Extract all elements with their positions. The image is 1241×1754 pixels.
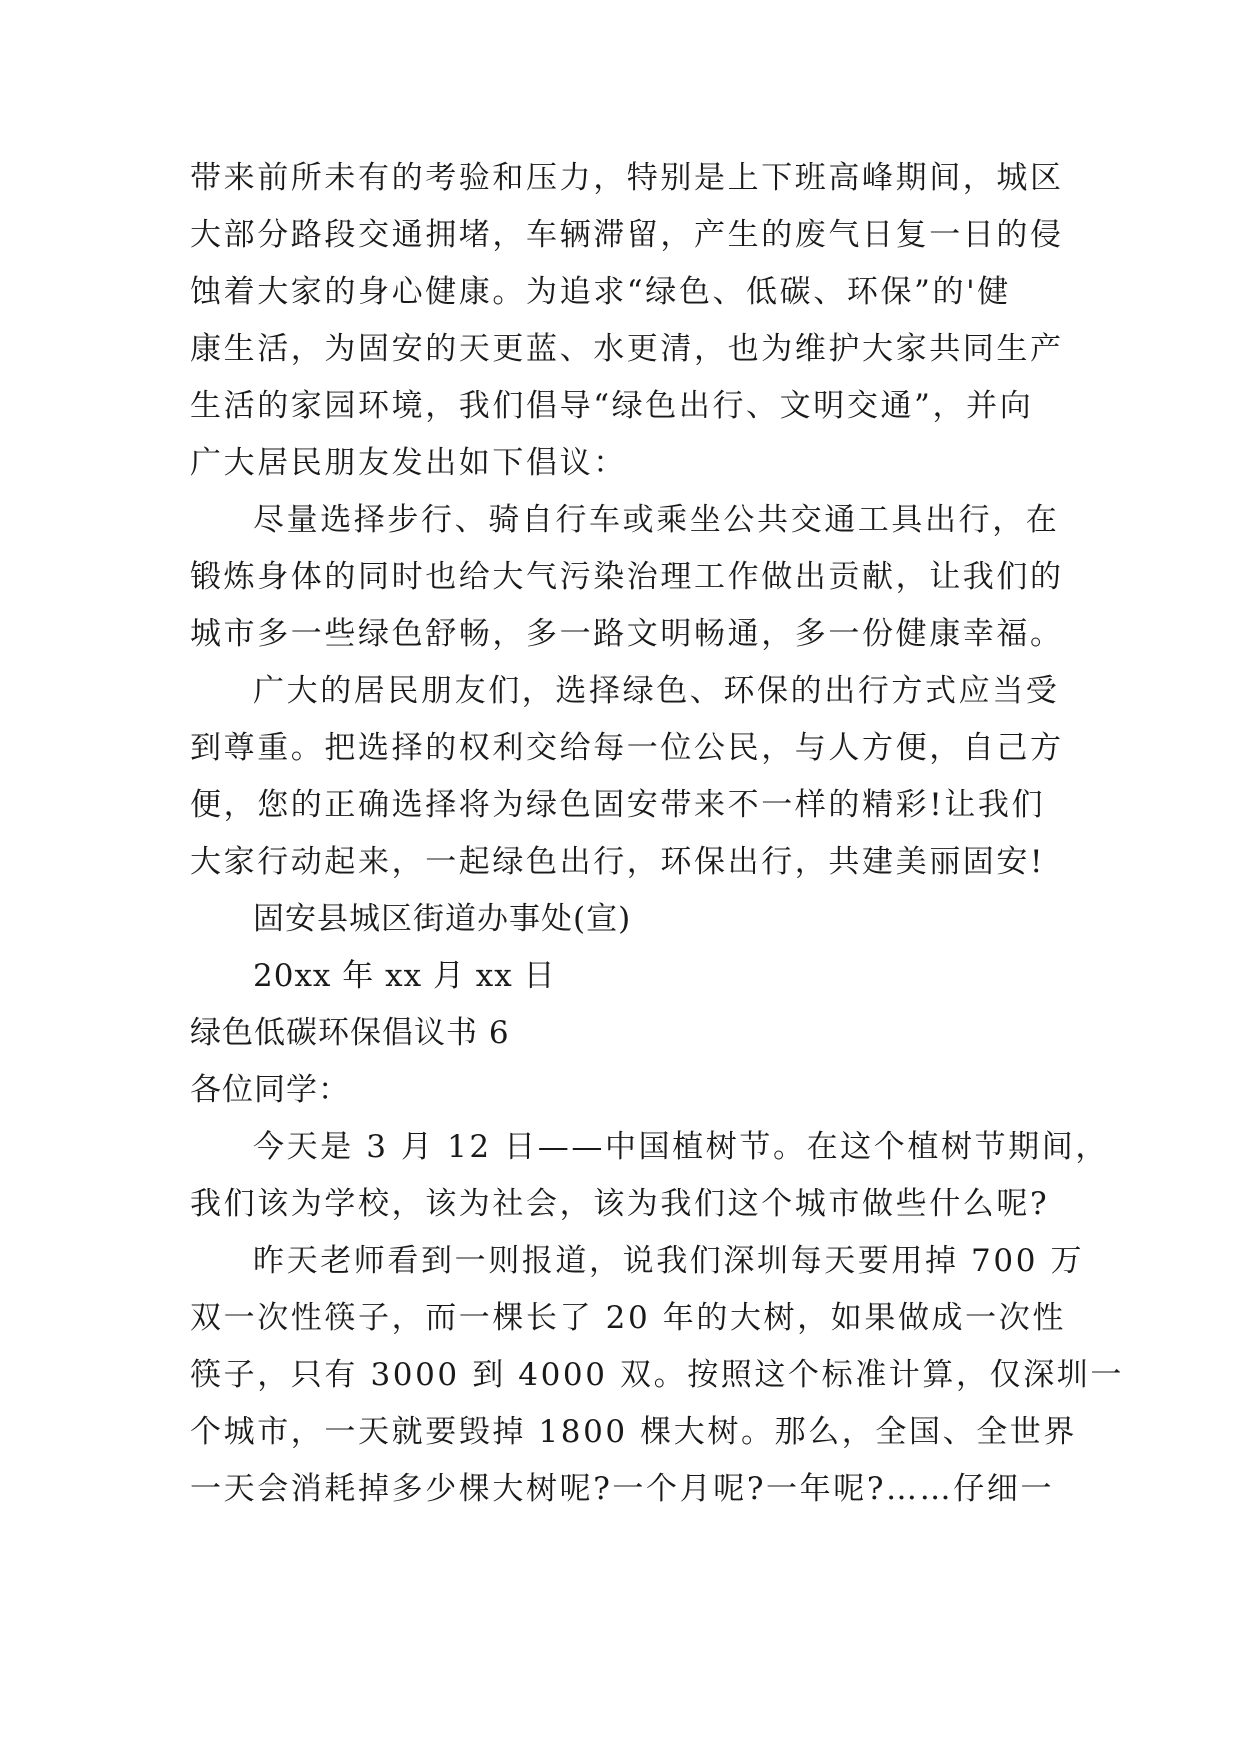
text-line: 锻炼身体的同时也给大气污染治理工作做出贡献，让我们的 (190, 559, 1064, 595)
text-line: 城市多一些绿色舒畅，多一路文明畅通，多一份健康幸福。 (190, 616, 1064, 652)
text-line: 我们该为学校，该为社会，该为我们这个城市做些什么呢? (190, 1186, 1050, 1222)
text-line: 便，您的正确选择将为绿色固安带来不一样的精彩!让我们 (190, 787, 1046, 823)
text-line: 大家行动起来，一起绿色出行，环保出行，共建美丽固安! (190, 844, 1046, 880)
salutation: 各位同学： (190, 1072, 350, 1108)
signature-line: 固安县城区街道办事处(宣) (253, 901, 632, 937)
text-line: 蚀着大家的身心健康。为追求“绿色、低碳、环保”的'健 (190, 274, 1011, 310)
text-line: 一天会消耗掉多少棵大树呢?一个月呢?一年呢?……仔细一 (190, 1471, 1055, 1507)
text-line: 广大居民朋友发出如下倡议： (190, 445, 627, 481)
date-line: 20xx 年 xx 月 xx 日 (253, 958, 556, 994)
text-line: 双一次性筷子，而一棵长了 20 年的大树，如果做成一次性 (190, 1300, 1066, 1336)
text-line: 生活的家园环境，我们倡导“绿色出行、文明交通”，并向 (190, 388, 1034, 424)
text-line: 今天是 3 月 12 日——中国植树节。在这个植树节期间， (253, 1129, 1109, 1165)
text-line: 筷子，只有 3000 到 4000 双。按照这个标准计算，仅深圳一 (190, 1357, 1124, 1393)
text-line: 广大的居民朋友们，选择绿色、环保的出行方式应当受 (253, 673, 1060, 709)
text-line: 到尊重。把选择的权利交给每一位公民，与人方便，自己方 (190, 730, 1064, 766)
text-line: 昨天老师看到一则报道，说我们深圳每天要用掉 700 万 (253, 1243, 1085, 1279)
text-line: 大部分路段交通拥堵，车辆滞留，产生的废气日复一日的侵 (190, 217, 1064, 253)
text-line: 康生活，为固安的天更蓝、水更清，也为维护大家共同生产 (190, 331, 1064, 367)
text-line: 带来前所未有的考验和压力，特别是上下班高峰期间，城区 (190, 160, 1064, 196)
text-line: 个城市，一天就要毁掉 1800 棵大树。那么，全国、全世界 (190, 1414, 1077, 1450)
section-heading: 绿色低碳环保倡议书 6 (190, 1015, 510, 1051)
text-line: 尽量选择步行、骑自行车或乘坐公共交通工具出行，在 (253, 502, 1060, 538)
